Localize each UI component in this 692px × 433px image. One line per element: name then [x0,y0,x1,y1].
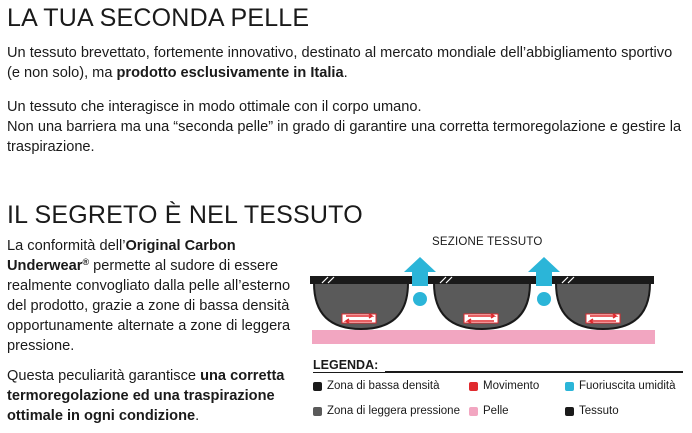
fabric-swatch-icon [565,407,574,416]
legend-title: LEGENDA: [313,358,388,373]
moisture-swatch-icon [565,382,574,391]
light-pressure-swatch-icon [313,407,322,416]
section1-paragraph-2 [7,97,687,157]
skin-layer [312,330,655,344]
text: La conformità dell’ [7,238,126,254]
legend-label: Fuoriuscita umidità [579,380,676,392]
legend-item-low-density [313,379,440,393]
legend-label: Movimento [483,380,540,392]
fabric-layer [310,276,654,284]
section1-title: LA TUA SECONDA PELLE [7,4,310,32]
legend-label: Zona di bassa densità [327,380,440,392]
section2-paragraph-1 [7,236,292,356]
bold-text: prodotto esclusivamente in Italia [116,65,344,81]
skin-swatch-icon [469,407,478,416]
bold-text: Original Carbon Underwear [7,238,236,274]
legend-item-skin [469,404,509,418]
section2-paragraph-2 [7,366,292,426]
text: Questa peculiarità garantisce [7,368,201,384]
legend-label: Pelle [483,405,509,417]
fabric-section-diagram [300,226,680,356]
registered-mark: ® [82,257,90,267]
text: Un tessuto brevettato, fortemente innovativo, destinato al mercato mondiale dell’abbigliamento sportivo (e non solo), ma [7,45,673,81]
diagram-title: SEZIONE TESSUTO [432,236,543,248]
legend-label: Tessuto [579,405,619,417]
movement-arrow-icon [586,314,620,323]
legend-item-movement [469,379,539,393]
legend-divider [385,371,683,373]
movement-swatch-icon [469,382,478,391]
section2-title: IL SEGRETO È NEL TESSUTO [7,201,363,229]
text: permette al sudore di essere realmente convogliato dalla pelle all’esterno del prodotto, grazie a zone di bassa densità opportunamente alternate a zone di leggera pressione. [7,258,291,354]
low-density-swatch-icon [313,382,322,391]
movement-arrow-icon [342,314,376,323]
text: Non una barriera ma una “seconda pelle” in grado di garantire una corretta termoregolazione e gestire la traspirazione. [7,119,682,155]
movement-arrow-icon [464,314,498,323]
legend-item-fabric [565,404,619,418]
legend-item-moisture [565,379,676,393]
bold-text: una corretta termoregolazione ed una traspirazione ottimale in ogni condizione [7,368,285,424]
section1-paragraph-1 [7,43,687,83]
legend-label: Zona di leggera pressione [327,405,460,417]
text: . [343,65,348,81]
text: Un tessuto che interagisce in modo ottimale con il corpo umano. [7,99,422,115]
text: . [195,408,200,424]
legend-item-light-pressure [313,404,460,418]
